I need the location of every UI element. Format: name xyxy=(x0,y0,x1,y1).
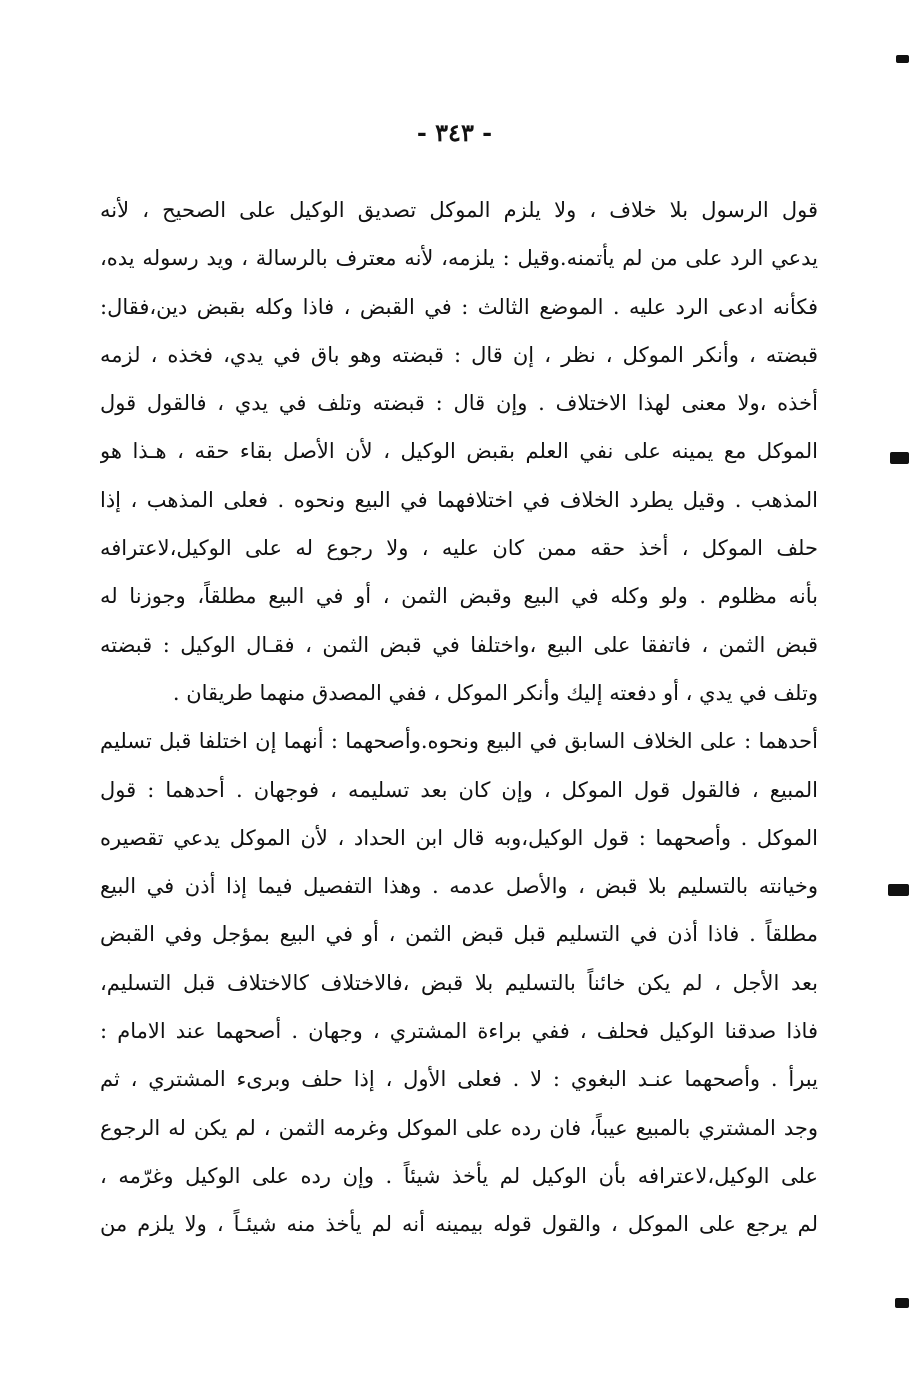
text-line: فاذا صدقنا الوكيل فحلف ، ففي براءة المشتري ، وجهان . أصحهما عند الامام : xyxy=(100,1019,818,1044)
text-line: المذهب . وقيل يطرد الخلاف في اختلافهما في البيع ونحوه . فعلى المذهب ، إذا xyxy=(100,487,818,512)
text-line: يدعي الرد على من لم يأتمنه.وقيل : يلزمه، لأنه معترف بالرسالة ، ويد رسوله يده، xyxy=(100,246,818,271)
text-block xyxy=(100,186,818,1249)
margin-mark xyxy=(888,884,909,896)
text-line: أخذه ،ولا معنى لهذا الاختلاف . وإن قال : قبضته وتلف في يدي ، فالقول قول xyxy=(100,391,818,416)
text-line: الموكل مع يمينه على نفي العلم بقبض الوكيل ، لأن الأصل بقاء حقه ، هـذا هو xyxy=(100,439,818,464)
text-line: وخيانته بالتسليم بلا قبض ، والأصل عدمه . وهذا التفصيل فيما إذا أذن في البيع xyxy=(100,874,818,899)
text-line: المبيع ، فالقول قول الموكل ، وإن كان بعد تسليمه ، فوجهان . أحدهما : قول xyxy=(100,777,818,802)
text-line: فكأنه ادعى الرد عليه . الموضع الثالث : في القبض ، فاذا وكله بقبض دين،فقال: xyxy=(100,294,818,319)
text-line: قبض الثمن ، فاتفقا على البيع ،واختلفا في قبض الثمن ، فقـال الوكيل : قبضته xyxy=(100,632,818,657)
margin-mark xyxy=(895,1298,909,1308)
text-line: وجد المشتري بالمبيع عيباً، فان رده على الموكل وغرمه الثمن ، لم يكن له الرجوع xyxy=(100,1115,818,1140)
margin-mark xyxy=(896,55,909,63)
text-line: لم يرجع على الموكل ، والقول قوله بيمينه أنه لم يأخذ منه شيئـاً ، ولا يلزم من xyxy=(100,1212,818,1237)
margin-mark xyxy=(890,452,909,464)
text-line: يبرأ . وأصحهما عنـد البغوي : لا . فعلى الأول ، إذا حلف وبرىء المشتري ، ثم xyxy=(100,1067,818,1092)
text-line: قبضته ، وأنكر الموكل ، نظر ، إن قال : قبضته وهو باق في يدي، فخذه ، لزمه xyxy=(100,342,818,367)
text-line: أحدهما : على الخلاف السابق في البيع ونحوه.وأصحهما : أنهما إن اختلفا قبل تسليم xyxy=(100,729,818,754)
page-number: - ٣٤٣ - xyxy=(416,118,493,147)
text-line: مطلقاً . فاذا أذن في التسليم قبل قبض الثمن ، أو في البيع بمؤجل وفي القبض xyxy=(100,922,818,947)
text-line: على الوكيل،لاعترافه بأن الوكيل لم يأخذ شيئاً . وإن رده على الوكيل وغرّمه ، xyxy=(100,1163,818,1188)
text-line: حلف الموكل ، أخذ حقه ممن كان عليه ، ولا رجوع له على الوكيل،لاعترافه xyxy=(100,536,818,561)
text-line: قول الرسول بلا خلاف ، ولا يلزم الموكل تصديق الوكيل على الصحيح ، لأنه xyxy=(100,198,818,222)
text-line: الموكل . وأصحهما : قول الوكيل،وبه قال ابن الحداد ، لأن الموكل يدعي تقصيره xyxy=(100,825,818,850)
text-line: بأنه مظلوم . ولو وكله في البيع وقبض الثمن ، أو في البيع مطلقاً، وجوزنا له xyxy=(100,584,818,609)
text-line: بعد الأجل ، لم يكن خائناً بالتسليم بلا قبض ،فالاختلاف كالاختلاف قبل التسليم، xyxy=(100,970,818,995)
text-line: وتلف في يدي ، أو دفعته إليك وأنكر الموكل ، ففي المصدق منهما طريقان . xyxy=(172,680,818,705)
